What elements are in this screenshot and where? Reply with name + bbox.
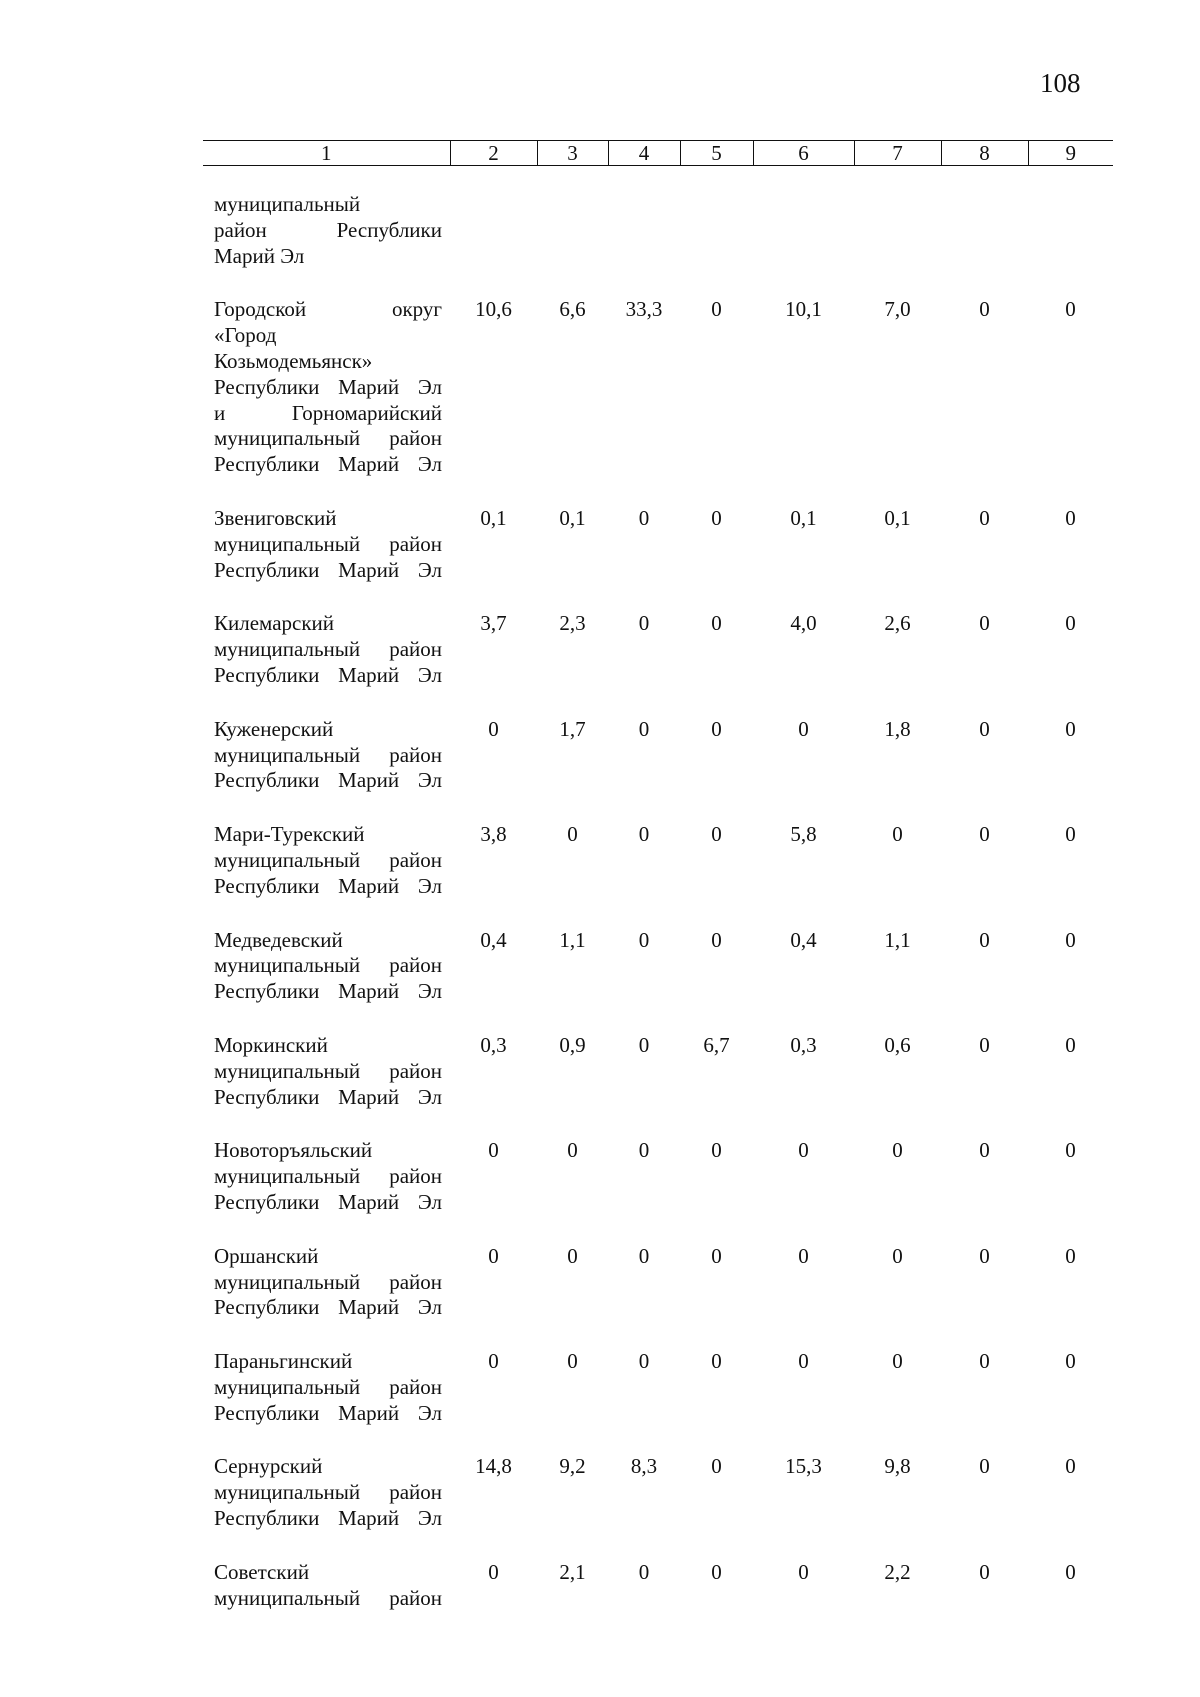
value-cell-col-2: 0 xyxy=(488,716,499,741)
table-row xyxy=(203,1454,1113,1531)
value-cell-col-8: 0 xyxy=(979,1032,990,1057)
value-cell-col-6: 5,8 xyxy=(790,822,817,847)
district-name-line: Республики Марий Эл xyxy=(214,557,442,582)
district-name-line: Куженерский xyxy=(214,716,334,741)
district-name-line: Республики Марий Эл xyxy=(214,452,442,477)
district-name-cell xyxy=(203,1349,450,1426)
row-spacer-cell xyxy=(203,166,1113,193)
district-name-cell xyxy=(203,297,450,478)
value-cell-col-8: 0 xyxy=(979,1349,990,1374)
row-spacer xyxy=(203,269,1113,297)
value-cell-col-4: 0 xyxy=(638,1138,650,1163)
value-cell-col-9: 0 xyxy=(1065,505,1076,530)
table-row xyxy=(203,1560,1113,1612)
value-cell-col-3: 0,1 xyxy=(559,505,586,530)
value-cell-col-3: 9,2 xyxy=(559,1454,586,1479)
district-name-cell xyxy=(203,192,450,269)
value-cell-col-9: 0 xyxy=(1065,1243,1076,1268)
value-cell-col-6: 4,0 xyxy=(790,611,817,636)
value-cell-col-9: 0 xyxy=(1065,822,1076,847)
value-cell-col-5: 0 xyxy=(711,611,722,636)
district-name-line: Килемарский xyxy=(214,611,335,636)
value-cell-col-3 xyxy=(537,192,608,269)
value-cell-col-9: 0 xyxy=(1065,1032,1076,1057)
header-row xyxy=(203,141,1113,166)
district-name-line: Параньгинский xyxy=(214,1349,353,1374)
row-spacer xyxy=(203,583,1113,611)
table-row xyxy=(203,1244,1113,1321)
district-name-line: Марий Эл xyxy=(214,243,305,268)
row-spacer-cell xyxy=(203,1216,1113,1244)
page-number: 108 xyxy=(1040,68,1081,98)
value-cell-col-8: 0 xyxy=(979,716,990,741)
district-name-line: муниципальный xyxy=(214,192,361,216)
value-cell-col-2: 3,8 xyxy=(480,822,507,847)
district-name-cell xyxy=(203,1138,450,1215)
row-spacer xyxy=(203,478,1113,506)
row-spacer xyxy=(203,689,1113,717)
value-cell-col-4: 0 xyxy=(638,505,650,530)
value-cell-col-4: 8,3 xyxy=(630,1454,658,1479)
table-header xyxy=(203,141,1113,166)
value-cell-col-3: 0 xyxy=(567,1138,578,1163)
value-cell-col-3: 6,6 xyxy=(559,297,586,322)
data-table xyxy=(203,140,1113,1611)
value-cell-col-6: 0,4 xyxy=(790,927,817,952)
table-row xyxy=(203,506,1113,583)
row-spacer xyxy=(203,1216,1113,1244)
value-cell-col-9: 0 xyxy=(1065,1138,1076,1163)
value-cell-col-6: 0 xyxy=(798,716,809,741)
district-name-line: Медведевский xyxy=(214,927,343,952)
district-name-line: Республики Марий Эл xyxy=(214,979,442,1004)
district-name-line: Звениговский xyxy=(214,505,337,530)
table-row xyxy=(203,1349,1113,1426)
value-cell-col-5: 0 xyxy=(711,927,722,952)
value-cell-col-3: 0 xyxy=(567,1349,578,1374)
value-cell-col-2: 0,3 xyxy=(480,1032,507,1057)
value-cell-col-6: 15,3 xyxy=(785,1454,822,1479)
value-cell-col-6: 0 xyxy=(798,1559,809,1584)
value-cell-col-2: 3,7 xyxy=(480,611,507,636)
table-row xyxy=(203,611,1113,688)
value-cell-col-2: 0 xyxy=(488,1243,499,1268)
value-cell-col-9: 0 xyxy=(1065,611,1076,636)
value-cell-col-4: 0 xyxy=(638,1559,650,1584)
district-name-cell xyxy=(203,1454,450,1531)
column-header-4: 4 xyxy=(608,141,680,166)
district-name-line: район Республики xyxy=(214,217,442,242)
table-row xyxy=(203,717,1113,794)
value-cell-col-8: 0 xyxy=(979,1559,990,1584)
value-cell-col-9: 0 xyxy=(1065,927,1076,952)
district-name-line: Новоторъяльский xyxy=(214,1138,373,1163)
row-spacer xyxy=(203,1110,1113,1138)
value-cell-col-5: 0 xyxy=(711,1349,722,1374)
district-name-line: Республики Марий Эл xyxy=(214,768,442,793)
district-name-cell xyxy=(203,928,450,1005)
value-cell-col-4: 33,3 xyxy=(625,297,663,322)
table-row xyxy=(203,1033,1113,1110)
value-cell-col-5 xyxy=(680,192,753,269)
value-cell-col-6: 0 xyxy=(798,1138,809,1163)
value-cell-col-8: 0 xyxy=(979,297,990,322)
value-cell-col-6: 0 xyxy=(798,1349,809,1374)
value-cell-col-5: 0 xyxy=(711,1243,722,1268)
district-name-line: муниципальный район xyxy=(214,1374,442,1399)
value-cell-col-6: 10,1 xyxy=(785,297,822,322)
value-cell-col-4 xyxy=(608,192,680,269)
value-cell-col-3: 1,1 xyxy=(559,927,586,952)
value-cell-col-8 xyxy=(941,192,1028,269)
district-name-cell xyxy=(203,1244,450,1321)
value-cell-col-5: 6,7 xyxy=(703,1032,730,1057)
data-table-container xyxy=(203,140,1113,1611)
value-cell-col-2 xyxy=(450,192,537,269)
value-cell-col-2: 0 xyxy=(488,1138,499,1163)
value-cell-col-8: 0 xyxy=(979,822,990,847)
district-name-line: муниципальный район xyxy=(214,742,442,767)
value-cell-col-2: 0 xyxy=(488,1559,499,1584)
district-name-line: Мари-Турекский xyxy=(214,822,365,847)
value-cell-col-7: 0,1 xyxy=(884,505,911,530)
value-cell-col-6 xyxy=(753,192,854,269)
table-row xyxy=(203,822,1113,899)
district-name-line: муниципальный район xyxy=(214,531,442,556)
value-cell-col-8: 0 xyxy=(979,927,990,952)
district-name-line: Республики Марий Эл xyxy=(214,1189,442,1214)
district-name-line: Моркинский xyxy=(214,1032,328,1057)
district-name-line: Сернурский xyxy=(214,1454,323,1479)
value-cell-col-5: 0 xyxy=(711,716,722,741)
value-cell-col-4: 0 xyxy=(638,822,650,847)
value-cell-col-7 xyxy=(854,192,941,269)
value-cell-col-7: 7,0 xyxy=(884,297,911,322)
column-header-5: 5 xyxy=(680,141,753,166)
district-name-line: Республики Марий Эл xyxy=(214,662,442,687)
district-name-cell xyxy=(203,1560,450,1612)
value-cell-col-9: 0 xyxy=(1065,1349,1076,1374)
district-name-cell xyxy=(203,1033,450,1110)
table-body xyxy=(203,166,1113,1612)
value-cell-col-6: 0,1 xyxy=(790,505,817,530)
value-cell-col-4: 0 xyxy=(638,1032,650,1057)
value-cell-col-3: 0 xyxy=(567,822,578,847)
value-cell-col-9: 0 xyxy=(1065,297,1076,322)
value-cell-col-7: 1,1 xyxy=(884,927,911,952)
value-cell-col-7: 0 xyxy=(892,1349,903,1374)
value-cell-col-5: 0 xyxy=(711,1138,722,1163)
value-cell-col-8: 0 xyxy=(979,505,990,530)
row-spacer-cell xyxy=(203,269,1113,297)
row-spacer-cell xyxy=(203,1426,1113,1454)
value-cell-col-3: 0,9 xyxy=(559,1032,586,1057)
district-name-cell xyxy=(203,611,450,688)
value-cell-col-3: 2,1 xyxy=(559,1559,586,1584)
table-row xyxy=(203,1138,1113,1215)
value-cell-col-8: 0 xyxy=(979,1138,990,1163)
district-name-line: Козьмодемьянск» xyxy=(214,348,373,373)
district-name-line: Советский xyxy=(214,1559,310,1584)
value-cell-col-8: 0 xyxy=(979,1243,990,1268)
row-spacer-cell xyxy=(203,478,1113,506)
district-name-line: муниципальный район xyxy=(214,1480,442,1505)
column-header-1: 1 xyxy=(203,141,450,166)
value-cell-col-9: 0 xyxy=(1065,1559,1076,1584)
table-row xyxy=(203,192,1113,269)
value-cell-col-8: 0 xyxy=(979,611,990,636)
row-spacer xyxy=(203,1005,1113,1033)
value-cell-col-5: 0 xyxy=(711,1454,722,1479)
value-cell-col-7: 0 xyxy=(892,1243,903,1268)
value-cell-col-7: 1,8 xyxy=(884,716,911,741)
row-spacer xyxy=(203,1532,1113,1560)
district-name-line: «Город xyxy=(214,323,277,348)
value-cell-col-9: 0 xyxy=(1065,716,1076,741)
value-cell-col-3: 2,3 xyxy=(559,611,586,636)
value-cell-col-6: 0 xyxy=(798,1243,809,1268)
value-cell-col-9: 0 xyxy=(1065,1454,1076,1479)
district-name-line: Оршанский xyxy=(214,1243,319,1268)
district-name-line: муниципальный район xyxy=(214,1585,442,1610)
district-name-line: муниципальный район xyxy=(214,847,442,872)
value-cell-col-7: 0 xyxy=(892,1138,903,1163)
column-header-9: 9 xyxy=(1028,141,1113,166)
value-cell-col-7: 2,2 xyxy=(884,1559,911,1584)
district-name-line: Республики Марий Эл xyxy=(214,873,442,898)
value-cell-col-5: 0 xyxy=(711,505,722,530)
value-cell-col-9 xyxy=(1028,192,1113,269)
district-name-cell xyxy=(203,717,450,794)
district-name-line: Республики Марий Эл xyxy=(214,1295,442,1320)
district-name-line: муниципальный район xyxy=(214,1164,442,1189)
column-header-2: 2 xyxy=(450,141,537,166)
table-row xyxy=(203,928,1113,1005)
district-name-line: Республики Марий Эл xyxy=(214,1400,442,1425)
column-header-3: 3 xyxy=(537,141,608,166)
value-cell-col-3: 1,7 xyxy=(559,716,586,741)
value-cell-col-4: 0 xyxy=(638,611,650,636)
row-spacer-cell xyxy=(203,1110,1113,1138)
row-spacer xyxy=(203,900,1113,928)
value-cell-col-2: 14,8 xyxy=(475,1454,512,1479)
column-header-8: 8 xyxy=(941,141,1028,166)
row-spacer xyxy=(203,166,1113,193)
value-cell-col-5: 0 xyxy=(711,822,722,847)
value-cell-col-4: 0 xyxy=(638,927,650,952)
row-spacer-cell xyxy=(203,1532,1113,1560)
value-cell-col-6: 0,3 xyxy=(790,1032,817,1057)
district-name-line: муниципальный район xyxy=(214,953,442,978)
value-cell-col-4: 0 xyxy=(638,1349,650,1374)
district-name-cell xyxy=(203,822,450,899)
district-name-line: Республики Марий Эл xyxy=(214,1506,442,1531)
row-spacer-cell xyxy=(203,1321,1113,1349)
table-row xyxy=(203,297,1113,478)
district-name-line: Республики Марий Эл xyxy=(214,1084,442,1109)
district-name-line: муниципальный район xyxy=(214,1058,442,1083)
district-name-line: муниципальный район xyxy=(214,1269,442,1294)
row-spacer-cell xyxy=(203,689,1113,717)
value-cell-col-5: 0 xyxy=(711,1559,722,1584)
value-cell-col-8: 0 xyxy=(979,1454,990,1479)
value-cell-col-2: 0,1 xyxy=(480,505,507,530)
value-cell-col-7: 2,6 xyxy=(884,611,911,636)
district-name-line: муниципальный район xyxy=(214,426,442,451)
row-spacer-cell xyxy=(203,900,1113,928)
value-cell-col-7: 0 xyxy=(892,822,903,847)
value-cell-col-2: 0,4 xyxy=(480,927,507,952)
value-cell-col-2: 0 xyxy=(488,1349,499,1374)
row-spacer xyxy=(203,1321,1113,1349)
value-cell-col-4: 0 xyxy=(638,716,650,741)
value-cell-col-2: 10,6 xyxy=(475,297,512,322)
value-cell-col-7: 9,8 xyxy=(884,1454,911,1479)
row-spacer xyxy=(203,1426,1113,1454)
value-cell-col-5: 0 xyxy=(711,297,722,322)
row-spacer-cell xyxy=(203,1005,1113,1033)
district-name-line: Республики Марий Эл xyxy=(214,374,442,399)
column-header-6: 6 xyxy=(753,141,854,166)
row-spacer-cell xyxy=(203,794,1113,822)
column-header-7: 7 xyxy=(854,141,941,166)
row-spacer-cell xyxy=(203,583,1113,611)
district-name-line: и Горномарийский xyxy=(214,400,442,425)
value-cell-col-3: 0 xyxy=(567,1243,578,1268)
row-spacer xyxy=(203,794,1113,822)
district-name-line: Городской округ xyxy=(214,297,442,322)
district-name-cell xyxy=(203,506,450,583)
value-cell-col-7: 0,6 xyxy=(884,1032,911,1057)
value-cell-col-4: 0 xyxy=(638,1243,650,1268)
district-name-line: муниципальный район xyxy=(214,637,442,662)
